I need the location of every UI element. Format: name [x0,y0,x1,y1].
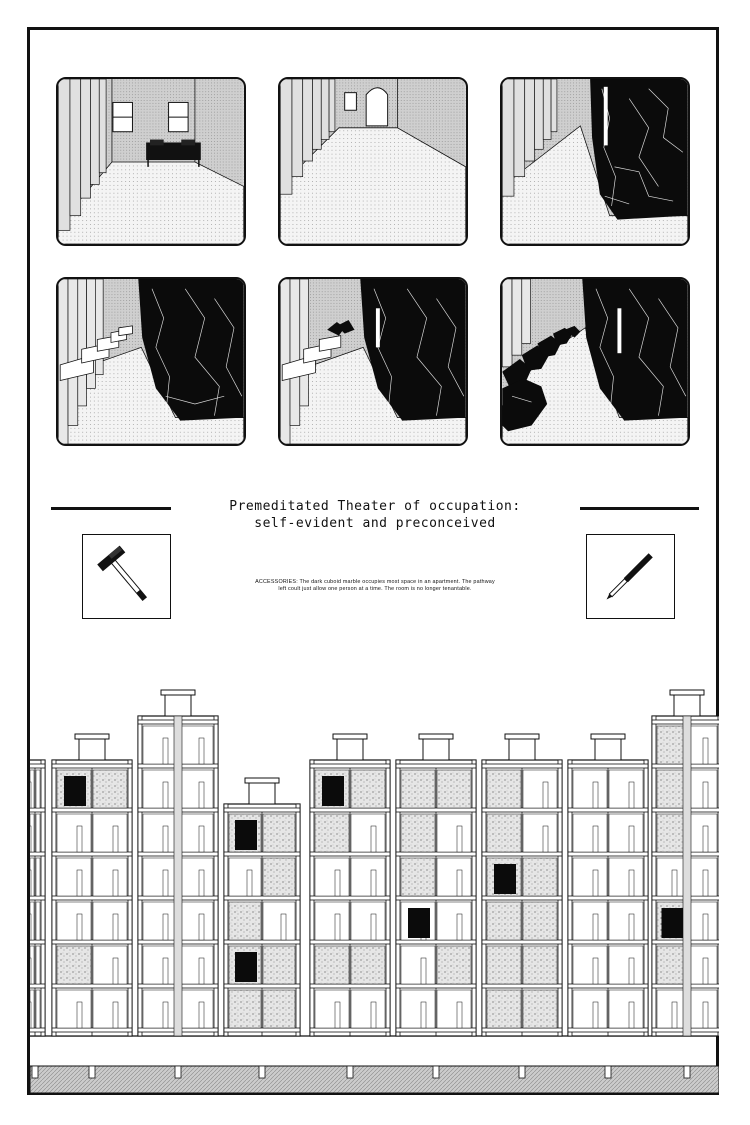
floor-slab [30,984,45,988]
apartment-room [351,770,385,808]
apartment-room [401,814,435,852]
apartment-room [523,814,557,852]
apartment-room [315,814,349,852]
floor-slab [52,1028,132,1032]
apartment-room [437,858,471,896]
rooftop-stair-house [674,694,700,716]
building-column [224,804,228,1036]
apartment-room [573,946,607,984]
apartment-door [421,1002,426,1028]
apartment-room [315,858,349,896]
apartment-door [421,958,426,984]
apartment-room [609,990,643,1028]
apartment-room [229,990,261,1028]
apartment-room [179,946,213,984]
apartment-room [609,858,643,896]
apartment-room [36,990,40,1028]
rooftop-cap [75,734,109,739]
floor-slab [396,896,476,900]
apartment-room [229,858,261,896]
apartment-room [401,858,435,896]
apartment-door [703,1002,708,1028]
apartment-room [36,902,40,940]
apartment-door [703,738,708,764]
tool-box-hammer [82,534,171,619]
apartment-room [401,990,435,1028]
rooftop-stair-house [509,738,535,760]
floor-slab [482,940,562,944]
apartment-room [93,946,127,984]
marble-block [494,864,516,894]
apartment-door [703,782,708,808]
apartment-room [57,814,91,852]
apartment-room [437,814,471,852]
chisel-icon [587,535,674,618]
apartment-room [57,946,91,984]
apartment-room [437,990,471,1028]
floor-slab [224,940,300,944]
floor-slab [310,940,390,944]
apartment-room [179,902,213,940]
apartment-room [657,814,686,852]
apartment-door [371,826,376,852]
floor-slab [396,984,476,988]
apartment-room [487,814,521,852]
apartment-room [263,990,295,1028]
floor-slab [52,808,132,812]
caption-line-2: left coult just allow one person at a time. The room is no longer tenantable. [278,586,472,592]
title-line-1: Premeditated Theater of occupation: [229,499,521,514]
storyboard-panel-marble-debris [278,277,468,446]
apartment-room [609,814,643,852]
floor-slab [568,1028,648,1032]
apartment-room [688,814,717,852]
apartment-room [263,814,295,852]
apartment-door [457,826,462,852]
foundation-pile [519,1066,525,1078]
apartment-door [113,1002,118,1028]
floor-slab [52,764,132,768]
apartment-door [163,914,168,940]
apartment-room [523,990,557,1028]
apartment-room [93,770,127,808]
rooftop-stair-house [165,694,191,716]
floor-slab [310,984,390,988]
apartment-room [688,902,717,940]
apartment-door [199,914,204,940]
apartment-door [703,914,708,940]
floor-slab [30,896,45,900]
apartment-room [487,770,521,808]
floor-slab [568,764,648,768]
caption-line-1: ACCESSORIES: The dark cuboid marble occupies most space in an apartment. The pathway [255,579,495,585]
floor-slab [30,764,45,768]
apartment-room [263,902,295,940]
apartment-door [199,870,204,896]
foundation-pile [89,1066,95,1078]
floor-slab [310,896,390,900]
floor-slab [396,940,476,944]
apartment-room [315,990,349,1028]
apartment-room [36,770,40,808]
apartment-room [437,902,471,940]
floor-slab [568,940,648,944]
floor-slab [568,808,648,812]
apartment-door [163,826,168,852]
apartment-door [335,1002,340,1028]
apartment-door [672,870,677,896]
apartment-room [573,902,607,940]
storyboard-panel-bedroom [56,77,246,246]
apartment-door [543,782,548,808]
apartment-door [30,914,31,940]
apartment-room [573,770,607,808]
storyboard-panel-marble-desks [56,277,246,446]
floor-slab [52,984,132,988]
apartment-room [688,858,717,896]
apartment-room [688,946,717,984]
apartment-room [657,858,686,896]
floor-slab [568,984,648,988]
tool-box-chisel [586,534,675,619]
apartment-room [315,902,349,940]
floor-slab [396,808,476,812]
apartment-room [179,726,213,764]
apartment-room [437,946,471,984]
apartment-door [30,1002,31,1028]
apartment-room [143,814,177,852]
apartment-door [593,782,598,808]
foundation-pile [684,1066,690,1078]
apartment-door [703,958,708,984]
apartment-door [77,870,82,896]
apartment-door [30,826,31,852]
floor-slab [310,764,390,768]
apartment-room [487,990,521,1028]
apartment-room [93,814,127,852]
apartment-room [487,946,521,984]
apartment-room [657,770,686,808]
rooftop-stair-house [249,782,275,804]
storyboard-panel-corridor [278,77,468,246]
apartment-door [335,870,340,896]
marble-block [662,908,684,938]
apartment-door [335,914,340,940]
floor-slab [396,1028,476,1032]
floor-slab [310,808,390,812]
floor-slab [30,808,45,812]
marble-block [322,776,344,806]
apartment-door [629,782,634,808]
apartment-room [437,770,471,808]
apartment-door [199,782,204,808]
apartment-room [179,990,213,1028]
apartment-room [179,814,213,852]
floor-slab [224,984,300,988]
floor-slab [224,808,300,812]
floor-slab [224,896,300,900]
apartment-room [36,946,40,984]
floor-slab [482,896,562,900]
apartment-door [703,870,708,896]
apartment-room [609,946,643,984]
apartment-door [457,1002,462,1028]
storyboard-panel-marble-boulders [500,277,690,446]
accessories-caption [210,579,540,593]
apartment-door [163,870,168,896]
building-column [296,804,300,1036]
rooftop-cap [333,734,367,739]
apartment-room [523,902,557,940]
apartment-door [457,914,462,940]
apartment-room [143,990,177,1028]
marble-block [64,776,86,806]
floor-slab [482,852,562,856]
floor-slab [52,940,132,944]
floor-slab [396,764,476,768]
foundation-pile [175,1066,181,1078]
rooftop-stair-house [79,738,105,760]
apartment-room [657,990,686,1028]
apartment-room [609,770,643,808]
apartment-door [593,958,598,984]
rooftop-cap [245,778,279,783]
apartment-room [93,902,127,940]
floor-slab [30,1028,45,1032]
rooftop-stair-house [423,738,449,760]
floor-slab [482,1028,562,1032]
apartment-door [163,782,168,808]
apartment-door [629,914,634,940]
apartment-door [30,782,31,808]
apartment-door [593,870,598,896]
rooftop-stair-house [595,738,621,760]
apartment-door [371,914,376,940]
floor-slab [568,896,648,900]
apartment-room [57,990,91,1028]
rooftop-cap [161,690,195,695]
floor-slab [224,1028,300,1032]
apartment-room [93,990,127,1028]
apartment-door [543,826,548,852]
apartment-door [30,958,31,984]
apartment-room [263,946,295,984]
apartment-room [688,770,717,808]
rooftop-stair-house [337,738,363,760]
apartment-room [609,902,643,940]
apartment-door [199,738,204,764]
apartment-door [371,1002,376,1028]
marble-block [235,820,257,850]
apartment-door [371,870,376,896]
apartment-room [143,726,177,764]
floor-slab [310,1028,390,1032]
apartment-door [629,958,634,984]
apartment-room [523,946,557,984]
apartment-door [199,1002,204,1028]
title-rule-right [580,507,699,510]
apartment-door [113,914,118,940]
floor-slab [482,764,562,768]
apartment-room [57,858,91,896]
apartment-room [688,990,717,1028]
apartment-door [163,1002,168,1028]
apartment-door [77,1002,82,1028]
marble-block [235,952,257,982]
apartment-door [281,914,286,940]
apartment-door [113,826,118,852]
apartment-room [657,946,686,984]
marble-block [408,908,430,938]
apartment-room [143,770,177,808]
apartment-room [143,946,177,984]
hammer-icon [83,535,170,618]
apartment-door [703,826,708,852]
apartment-room [351,814,385,852]
apartment-door [247,870,252,896]
apartment-room [573,858,607,896]
title-line-2: self-evident and preconceived [254,516,496,531]
apartment-room [401,946,435,984]
apartment-door [199,826,204,852]
apartment-room [143,902,177,940]
apartment-room [351,946,385,984]
apartment-door [113,958,118,984]
storyboard-panel-marble-entering [500,77,690,246]
apartment-room [351,902,385,940]
apartment-room [36,858,40,896]
apartment-room [263,858,295,896]
rooftop-cap [591,734,625,739]
apartment-door [199,958,204,984]
apartment-room [179,770,213,808]
apartment-room [657,726,686,764]
rooftop-cap [670,690,704,695]
apartment-door [457,870,462,896]
floor-slab [224,852,300,856]
apartment-door [593,1002,598,1028]
apartment-room [93,858,127,896]
floor-slab [52,852,132,856]
apartment-room [487,902,521,940]
apartment-room [179,858,213,896]
foundation-pile [433,1066,439,1078]
poster-title [170,498,580,532]
apartment-room [36,814,40,852]
apartment-door [163,958,168,984]
elevation-drawing [30,690,719,1093]
apartment-room [57,902,91,940]
foundation-pile [259,1066,265,1078]
floor-slab [396,852,476,856]
foundation-pile [347,1066,353,1078]
title-rule-left [51,507,171,510]
floor-slab [30,940,45,944]
apartment-room [688,726,717,764]
apartment-room [229,902,261,940]
apartment-room [351,990,385,1028]
stair-core [683,716,691,1036]
rooftop-cap [419,734,453,739]
apartment-door [593,914,598,940]
apartment-room [143,858,177,896]
floor-slab [52,896,132,900]
floor-slab [568,852,648,856]
apartment-door [163,738,168,764]
foundation-pile [32,1066,38,1078]
apartment-door [629,870,634,896]
apartment-room [351,858,385,896]
floor-slab [310,852,390,856]
apartment-room [523,770,557,808]
foundation-pile [605,1066,611,1078]
apartment-room [401,770,435,808]
apartment-room [315,946,349,984]
floor-slab [482,984,562,988]
apartment-door [113,870,118,896]
apartment-door [629,1002,634,1028]
apartment-door [629,826,634,852]
apartment-door [77,826,82,852]
rooftop-cap [505,734,539,739]
apartment-door [77,914,82,940]
stair-core [174,716,182,1036]
apartment-room [523,858,557,896]
apartment-door [672,1002,677,1028]
apartment-room [573,990,607,1028]
apartment-door [593,826,598,852]
floor-slab [30,852,45,856]
apartment-door [30,870,31,896]
apartment-room [573,814,607,852]
ground-strip [30,1066,719,1093]
building-section-elevation [30,688,719,1093]
floor-slab [482,808,562,812]
